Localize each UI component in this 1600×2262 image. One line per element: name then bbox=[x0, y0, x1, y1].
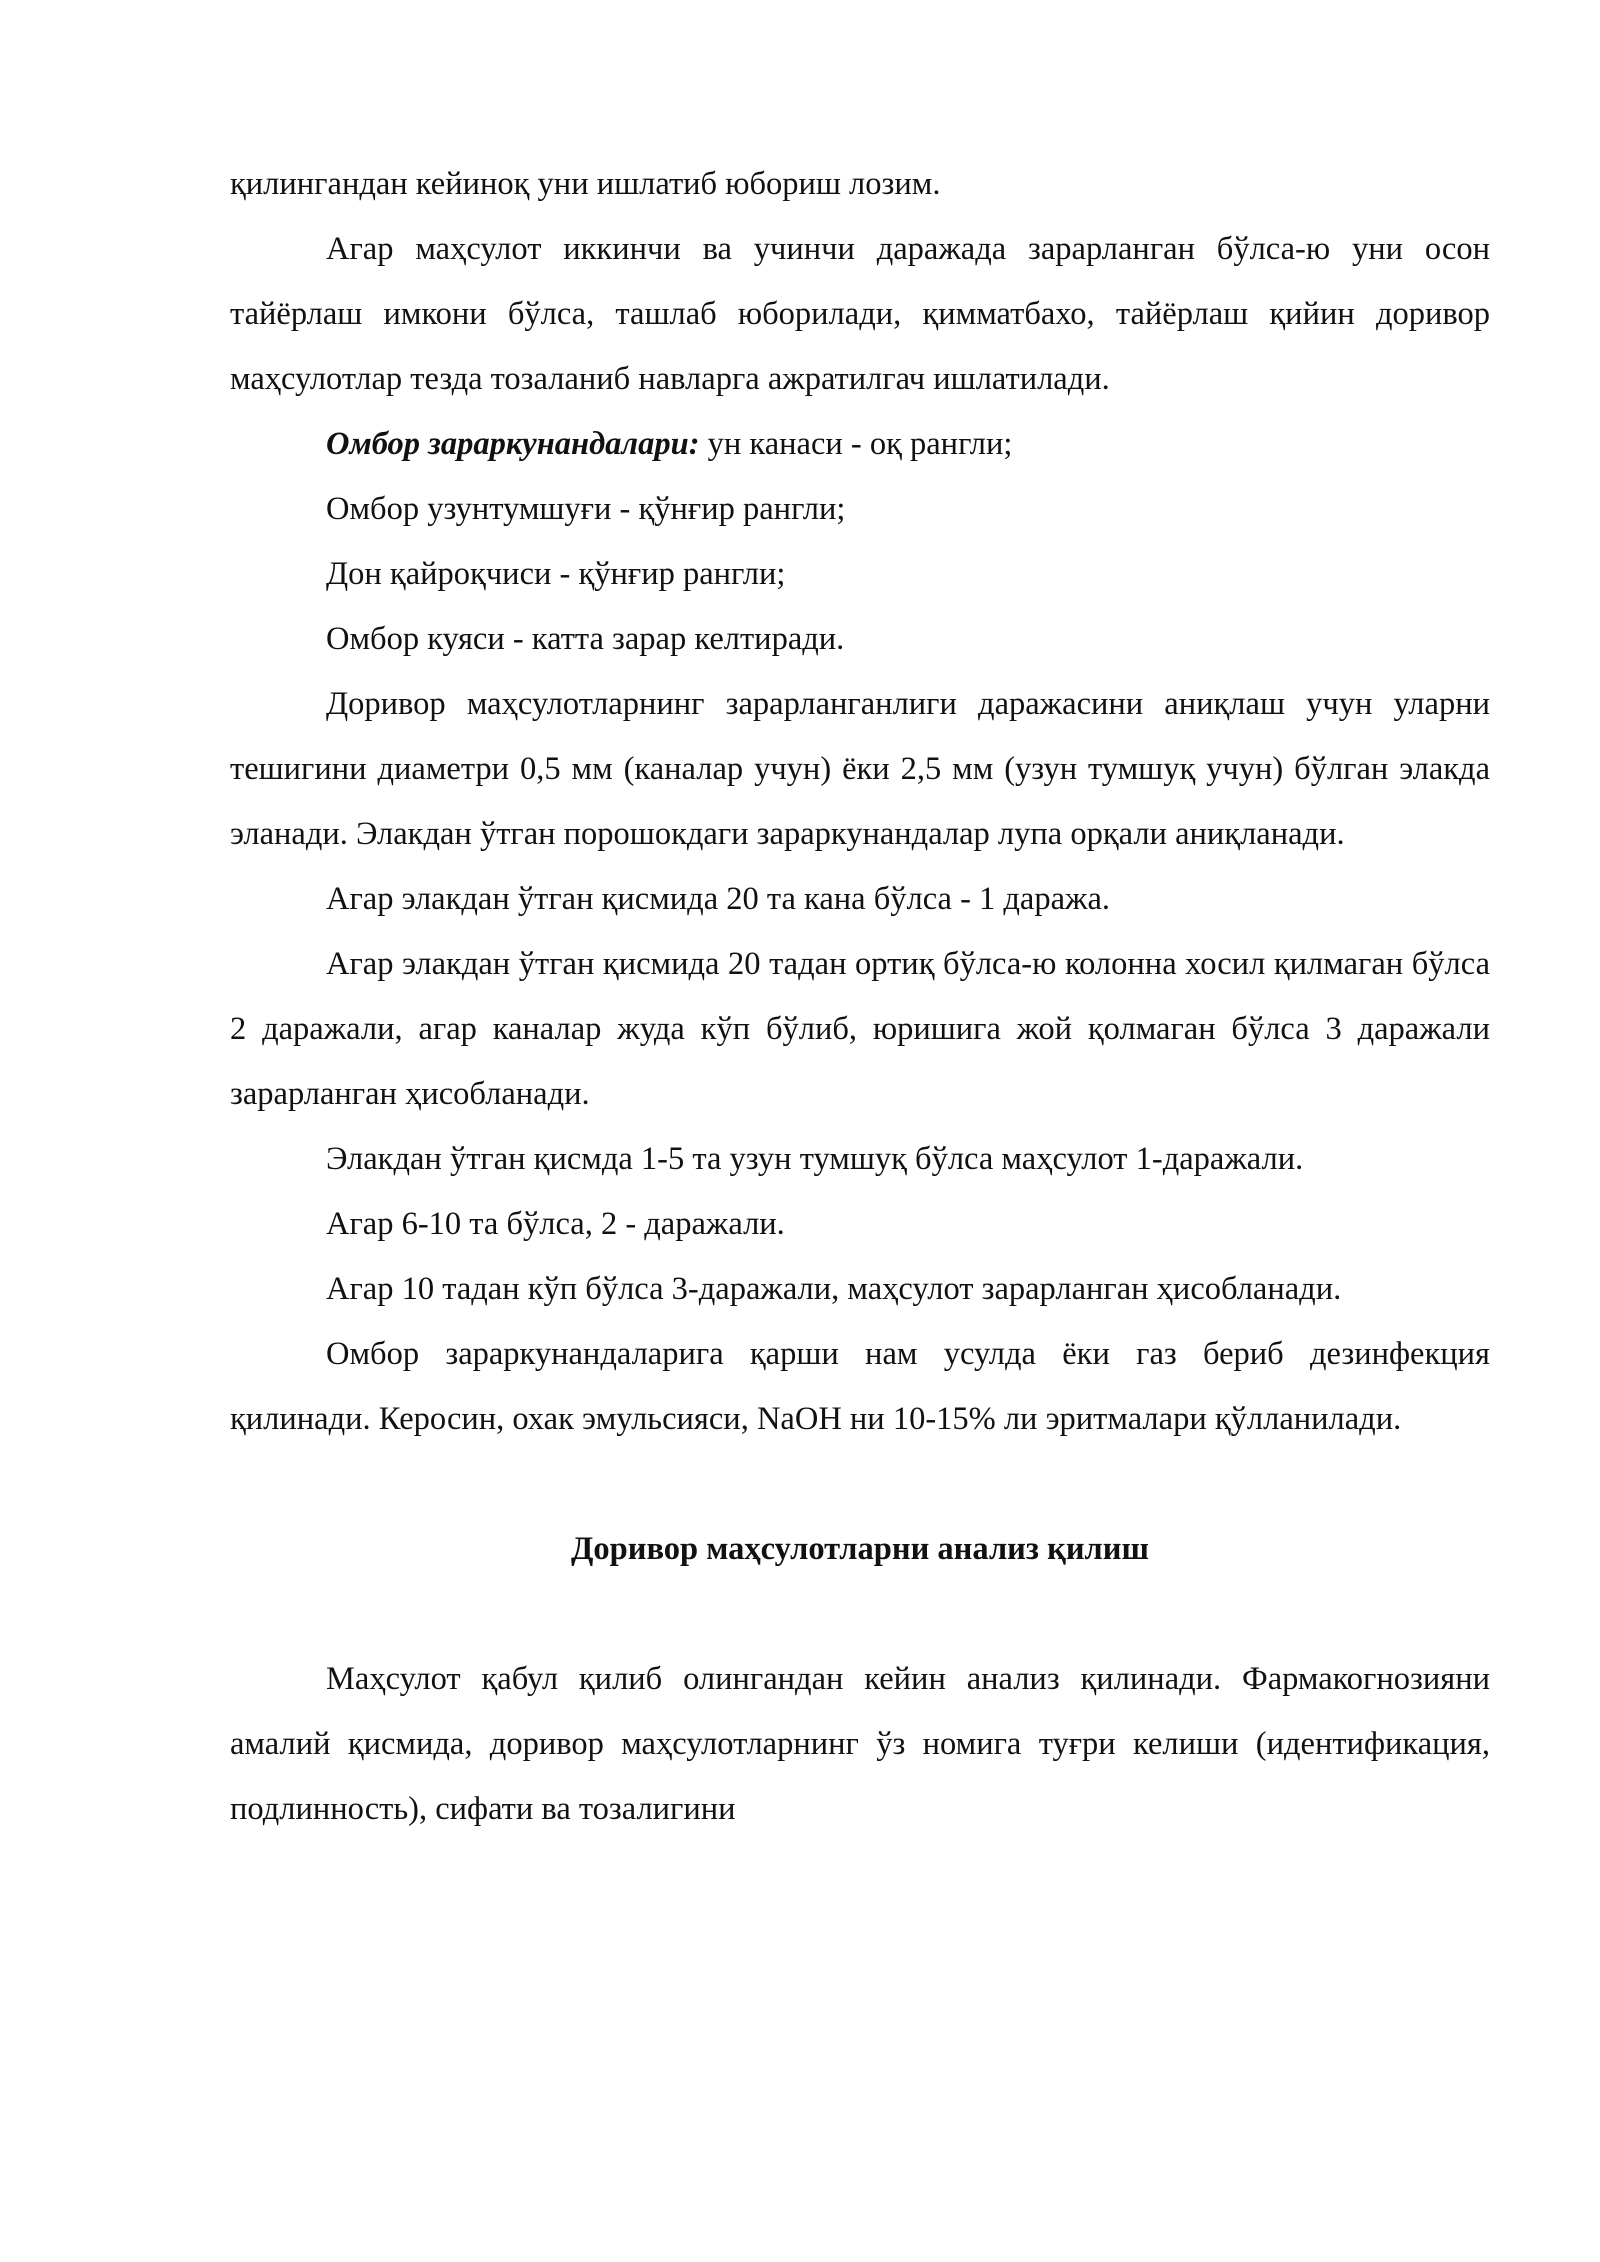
paragraph-pest-grain-borer: Дон қайроқчиси - қўнғир рангли; bbox=[326, 556, 786, 592]
paragraph-degree-1: Агар элакдан ўтган қисмида 20 та кана бўлса - 1 даража. bbox=[326, 881, 1111, 917]
paragraph-damage-detection: Доривор маҳсулотларнинг зарарланганлиги даражасини аниқлаш учун уларни тешигини диаметри 0,5 мм (каналар учун) ёки 2,5 мм (узун тумшуқ учун) бўлган элакда эланади. Элакдан ўтган порошокдаги зараркунандалар лупа орқали аниқланади. bbox=[230, 686, 1490, 852]
document-page bbox=[230, 152, 1490, 1842]
pests-label: Омбор зараркунандалари: bbox=[326, 426, 700, 462]
paragraph-disinfection: Омбор зараркунандаларига қарши нам усулда ёки газ бериб дезинфекция қилинади. Керосин, охак эмульсияси, NaOH ни 10-15% ли эритмалари қўлланилади. bbox=[230, 1336, 1490, 1437]
pests-first-item: ун канаси - оқ рангли; bbox=[699, 426, 1013, 462]
section-heading: Доривор маҳсулотларни анализ қилиш bbox=[571, 1531, 1149, 1567]
paragraph-weevil-degree-2: Агар 6-10 та бўлса, 2 - даражали. bbox=[326, 1206, 785, 1242]
paragraph-pest-weevil: Омбор узунтумшуғи - қўнғир рангли; bbox=[326, 491, 846, 527]
paragraph-weevil-degree-1: Элакдан ўтган қисмда 1-5 та узун тумшуқ бўлса маҳсулот 1-даражали. bbox=[326, 1141, 1304, 1177]
paragraph-analysis: Маҳсулот қабул қилиб олингандан кейин анализ қилинади. Фармакогнозияни амалий қисмида, доривор маҳсулотларнинг ўз номига туғри келиши (идентификация, подлинность), сифати ва тозалигини bbox=[230, 1661, 1490, 1827]
paragraph-pests-intro bbox=[230, 412, 1490, 477]
paragraph-weevil-degree-3: Агар 10 тадан кўп бўлса 3-даражали, маҳсулот зарарланган ҳисобланади. bbox=[326, 1271, 1342, 1307]
paragraph-damage-processing: Агар маҳсулот иккинчи ва учинчи даражада зарарланган бўлса-ю уни осон тайёрлаш имкони бўлса, ташлаб юборилади, қимматбахо, тайёрлаш қийин доривор маҳсулотлар тезда тозаланиб навларга ажратилгач ишлатилади. bbox=[230, 231, 1490, 397]
paragraph-pest-moth: Омбор куяси - катта зарар келтиради. bbox=[326, 621, 845, 657]
paragraph-degree-2-3: Агар элакдан ўтган қисмида 20 тадан ортиқ бўлса-ю колонна хосил қилмаган бўлса 2 даражали, агар каналар жуда кўп бўлиб, юришига жой қолмаган бўлса 3 даражали зарарланган ҳисобланади. bbox=[230, 946, 1490, 1112]
paragraph-continuation: қилингандан кейиноқ уни ишлатиб юбориш лозим. bbox=[230, 166, 941, 202]
